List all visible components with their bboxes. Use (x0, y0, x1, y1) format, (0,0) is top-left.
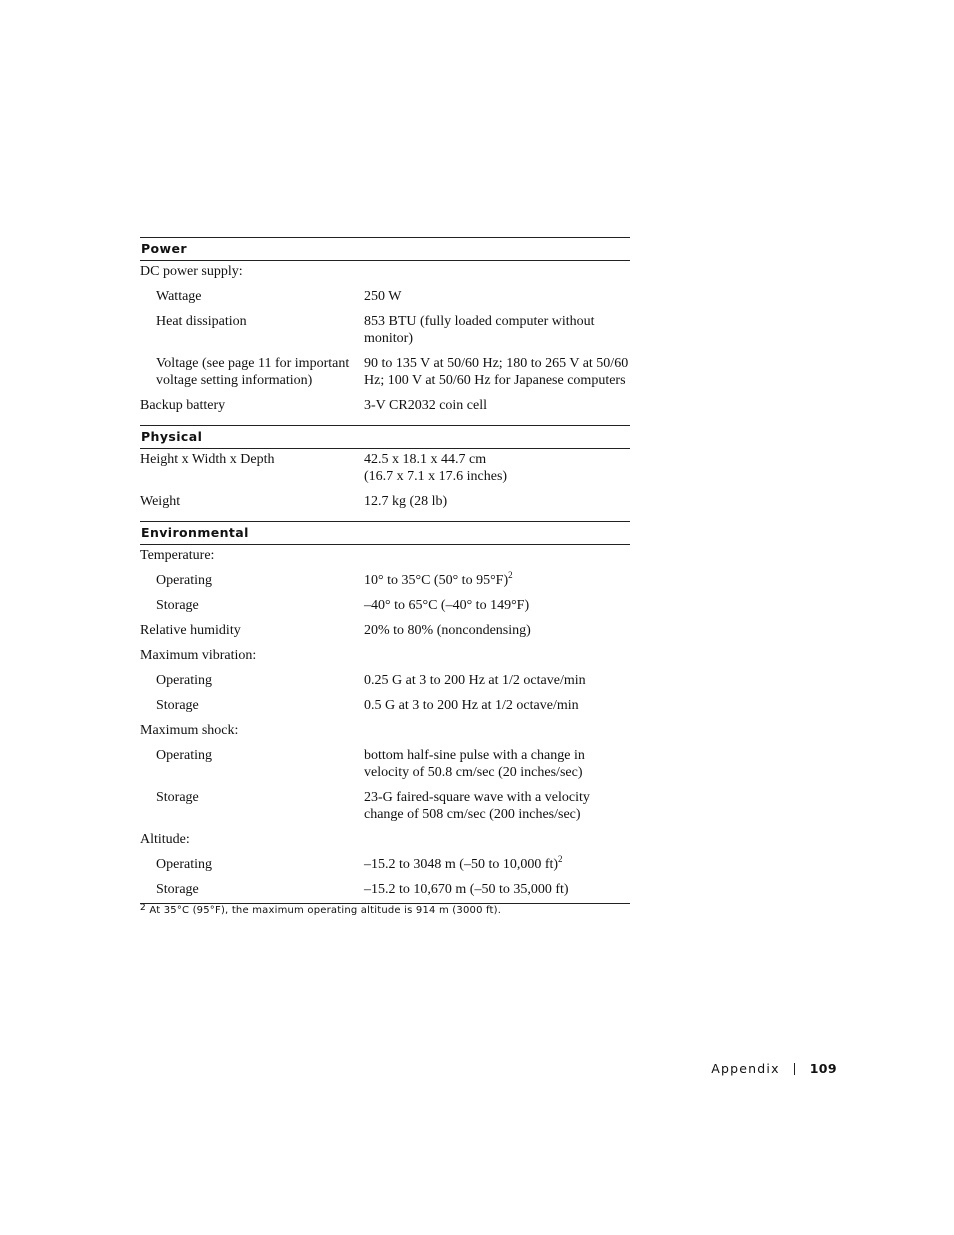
footer-divider (794, 1063, 795, 1075)
spec-value-text: 90 to 135 V at 50/60 Hz; 180 to 265 V at 50/60 Hz; 100 V at 50/60 Hz for Japanese computers (364, 356, 629, 388)
footnote-text: At 35°C (95°F), the maximum operating altitude is 914 m (3000 ft). (149, 905, 502, 916)
spec-value (364, 597, 630, 614)
spec-value-text: –40° to 65°C (–40° to 149°F) (364, 598, 530, 613)
spec-value-text: 12.7 kg (28 lb) (364, 494, 448, 509)
spec-row (140, 355, 630, 389)
spec-value (364, 572, 630, 589)
spec-row (140, 451, 630, 485)
footer-section-label: Appendix (711, 1061, 780, 1076)
spec-value-text: 250 W (364, 289, 402, 304)
spec-value (364, 493, 630, 510)
spec-label: Storage (156, 698, 199, 713)
spec-row (140, 493, 630, 510)
spec-value-text: 23-G faired-square wave with a velocity change of 508 cm/sec (200 inches/sec) (364, 790, 590, 822)
spec-label: Altitude: (140, 832, 190, 847)
section-power (140, 237, 630, 414)
footnote-marker: 2 (140, 903, 146, 913)
spec-row (140, 263, 630, 280)
spec-label: Voltage (see page 11 for important voltage setting information) (156, 356, 350, 388)
footnote-reference: 2 (508, 570, 513, 580)
spec-label: Operating (156, 748, 212, 763)
spec-label: Temperature: (140, 548, 215, 563)
spec-label: Weight (140, 494, 181, 509)
spec-value (364, 722, 630, 739)
spec-row (140, 722, 630, 739)
spec-value (364, 263, 630, 280)
spec-label: Backup battery (140, 398, 226, 413)
spec-row (140, 547, 630, 564)
spec-value (364, 856, 630, 873)
spec-label: Operating (156, 573, 212, 588)
spec-value-text: –15.2 to 3048 m (–50 to 10,000 ft) (364, 857, 559, 872)
spec-value-text: 0.25 G at 3 to 200 Hz at 1/2 octave/min (364, 673, 586, 688)
spec-label: Maximum shock: (140, 723, 239, 738)
section-physical (140, 425, 630, 510)
spec-label: Storage (156, 598, 199, 613)
page-footer (711, 1061, 837, 1076)
spec-value (364, 288, 630, 305)
specifications-table (140, 237, 630, 918)
spec-row (140, 622, 630, 639)
spec-value (364, 313, 630, 347)
spec-row (140, 647, 630, 664)
spec-row (140, 597, 630, 614)
spec-row (140, 672, 630, 689)
spec-value (364, 397, 630, 414)
spec-value (364, 451, 630, 485)
spec-label: Height x Width x Depth (140, 452, 275, 467)
spec-value-text: 0.5 G at 3 to 200 Hz at 1/2 octave/min (364, 698, 579, 713)
spec-value-text: –15.2 to 10,670 m (–50 to 35,000 ft) (364, 882, 569, 897)
spec-value-text: 42.5 x 18.1 x 44.7 cm (16.7 x 7.1 x 17.6 inches) (364, 452, 508, 484)
spec-value-text: 853 BTU (fully loaded computer without monitor) (364, 314, 595, 346)
spec-value (364, 647, 630, 664)
spec-label: Operating (156, 673, 212, 688)
footnote (140, 904, 630, 918)
spec-value (364, 747, 630, 781)
spec-label: Storage (156, 790, 199, 805)
spec-value (364, 355, 630, 389)
spec-value (364, 622, 630, 639)
spec-row (140, 288, 630, 305)
spec-value (364, 697, 630, 714)
spec-value-text: 20% to 80% (noncondensing) (364, 623, 531, 638)
spec-label: Wattage (156, 289, 202, 304)
spec-value (364, 672, 630, 689)
section-environmental (140, 521, 630, 898)
spec-value-text: 3-V CR2032 coin cell (364, 398, 488, 413)
spec-row (140, 856, 630, 873)
spec-row (140, 313, 630, 347)
spec-value-text: 10° to 35°C (50° to 95°F) (364, 573, 509, 588)
spec-label: Heat dissipation (156, 314, 247, 329)
spec-label: Operating (156, 857, 212, 872)
section-heading: Power (140, 237, 630, 261)
spec-value-text: bottom half-sine pulse with a change in velocity of 50.8 cm/sec (20 inches/sec) (364, 748, 585, 780)
spec-value (364, 789, 630, 823)
spec-value (364, 881, 630, 898)
spec-value (364, 547, 630, 564)
spec-label: DC power supply: (140, 264, 243, 279)
footnote-reference: 2 (558, 854, 563, 864)
spec-row (140, 397, 630, 414)
spec-value (364, 831, 630, 848)
spec-label: Relative humidity (140, 623, 241, 638)
page-number: 109 (809, 1061, 837, 1076)
spec-row (140, 697, 630, 714)
spec-row (140, 789, 630, 823)
spec-label: Maximum vibration: (140, 648, 257, 663)
spec-label: Storage (156, 882, 199, 897)
spec-row (140, 747, 630, 781)
spec-row (140, 831, 630, 848)
section-heading: Environmental (140, 521, 630, 545)
spec-row (140, 881, 630, 898)
section-heading: Physical (140, 425, 630, 449)
spec-row (140, 572, 630, 589)
